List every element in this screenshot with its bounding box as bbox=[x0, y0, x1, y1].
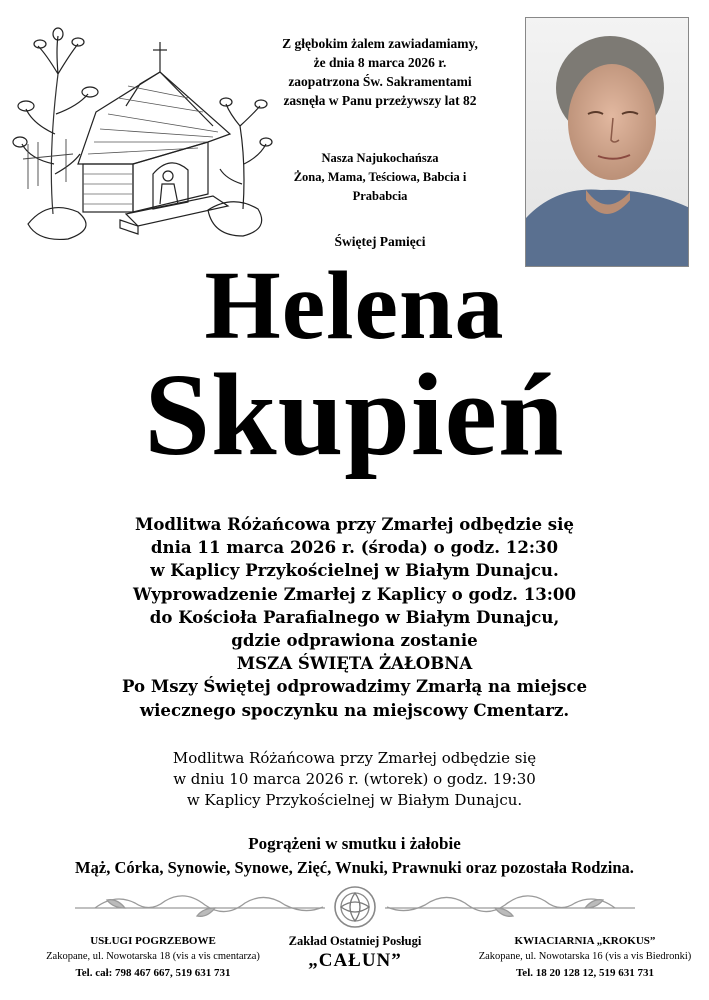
funeral-service-name: USŁUGI POGRZEBOWE bbox=[90, 935, 216, 947]
memory-label: Świętej Pamięci bbox=[334, 234, 426, 249]
florist-info bbox=[470, 933, 700, 981]
chapel-service-name: „CAŁUN” bbox=[308, 950, 402, 971]
announcement-line: Modlitwa Różańcowa przy Zmarłej odbędzie się bbox=[135, 514, 574, 534]
chapel-service-label: Zakład Ostatniej Posługi bbox=[288, 934, 422, 948]
announcement-line: Wyprowadzenie Zmarłej z Kaplicy o godz. 13:00 bbox=[132, 583, 577, 604]
announcement-line: w Kaplicy Przykościelnej w Białym Dunajcu. bbox=[150, 560, 559, 581]
funeral-service-info bbox=[38, 933, 268, 981]
intro-text bbox=[270, 34, 490, 110]
deceased-first-name: Helena bbox=[204, 252, 505, 360]
announcement-line: Po Mszy Świętej odprowadzimy Zmarłą na miejsce bbox=[121, 676, 588, 697]
relation-line: Nasza Najukochańsza bbox=[321, 151, 439, 165]
intro-line: że dnia 8 marca 2026 r. bbox=[313, 55, 447, 70]
relation-line: Żona, Mama, Teściowa, Babcia i Prababcia bbox=[293, 170, 467, 203]
announcement-line: wiecznego spoczynku na miejscowy Cmentarz. bbox=[139, 699, 570, 720]
intro-line: zaopatrzona Św. Sakramentami bbox=[288, 74, 472, 89]
second-announcement bbox=[0, 748, 709, 811]
florist-address: Zakopane, ul. Nowotarska 16 (vis a vis Biedronki) bbox=[478, 951, 692, 962]
chapel-service-info bbox=[270, 933, 440, 973]
announcement-line: MSZA ŚWIĘTA ŻAŁOBNA bbox=[236, 653, 473, 674]
deceased-last-name: Skupień bbox=[144, 349, 565, 480]
announcement-line: Modlitwa Różańcowa przy Zmarłej odbędzie się bbox=[172, 749, 537, 767]
announcement-line: w dniu 10 marca 2026 r. (wtorek) o godz. 19:30 bbox=[173, 770, 536, 788]
intro-line: Z głębokim żalem zawiadamiamy, bbox=[282, 36, 478, 51]
florist-phone: Tel. 18 20 128 12, 519 631 731 bbox=[515, 967, 654, 979]
relation-text bbox=[270, 149, 490, 206]
chapel-drawing-icon bbox=[8, 14, 276, 244]
announcement-line: do Kościoła Parafialnego w Białym Dunajcu, bbox=[149, 606, 560, 627]
mourners-heading: Pogrążeni w smutku i żałobie bbox=[248, 834, 461, 853]
main-announcement bbox=[0, 513, 709, 722]
announcement-line: dnia 11 marca 2026 r. (środa) o godz. 12:30 bbox=[150, 537, 559, 558]
announcement-line: gdzie odprawiona zostanie bbox=[231, 630, 478, 651]
portrait-photo bbox=[525, 17, 689, 267]
mourners-list: Mąż, Córka, Synowie, Synowe, Zięć, Wnuki, Prawnuki oraz pozostała Rodzina. bbox=[75, 858, 634, 877]
funeral-service-address: Zakopane, ul. Nowotarska 18 (vis a vis cmentarza) bbox=[46, 951, 260, 962]
intro-line: zasnęła w Panu przeżywszy lat 82 bbox=[283, 93, 477, 108]
funeral-service-phone: Tel. cał: 798 467 667, 519 631 731 bbox=[75, 967, 231, 979]
florist-name: KWIACIARNIA „KROKUS” bbox=[514, 935, 656, 947]
floral-ornament-icon bbox=[55, 885, 655, 930]
announcement-line: w Kaplicy Przykościelnej w Białym Dunajcu. bbox=[186, 791, 523, 809]
cross-icon bbox=[153, 42, 167, 72]
